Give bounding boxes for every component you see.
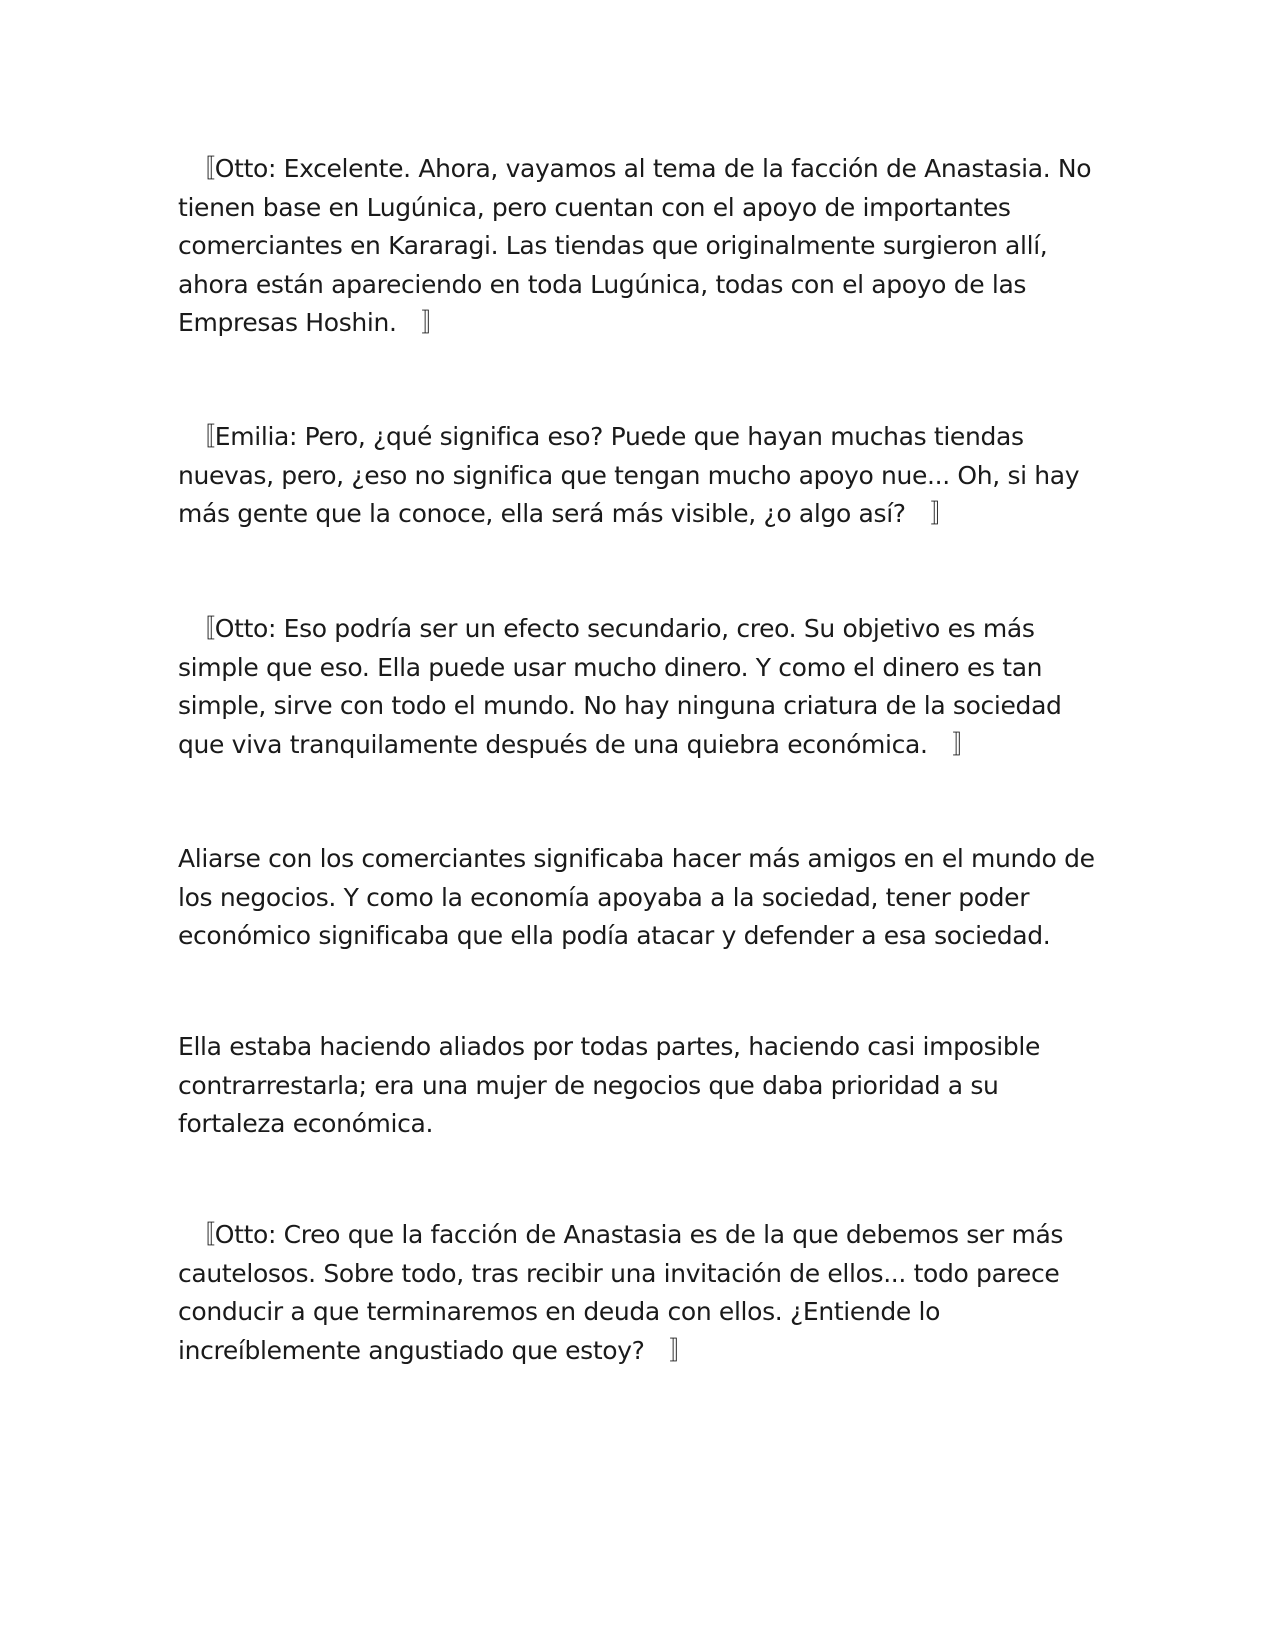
paragraph-emilia-question: 〚Emilia: Pero, ¿qué significa eso? Puede que hayan muchas tiendas nuevas, pero, ¿eso no significa que tengan mucho apoyo nue... Oh, si hay más gente que la conoce, ella será más visible, ¿o algo así? 〛 (178, 422, 1080, 528)
paragraph-narration-allies: Ella estaba haciendo aliados por todas partes, haciendo casi imposible contrarrestarla; era una mujer de negocios que daba prioridad a su fortaleza económica. (178, 1032, 1040, 1138)
paragraph-otto-anastasia-faction: 〚Otto: Excelente. Ahora, vayamos al tema de la facción de Anastasia. No tienen base en Lugúnica, pero cuentan con el apoyo de importantes comerciantes en Kararagi. Las tiendas que originalmente surgieron allí, ahora están apareciendo en toda Lugúnica, todas con el apoyo de las Empresas Hoshin. 〛 (178, 154, 1092, 337)
paragraph-otto-money: 〚Otto: Eso podría ser un efecto secundario, creo. Su objetivo es más simple que eso. Ella puede usar mucho dinero. Y como el dinero es tan simple, sirve con todo el mundo. No hay ninguna criatura de la sociedad que viva tranquilamente después de una quiebra económica. 〛 (178, 614, 1062, 759)
paragraph-otto-caution: 〚Otto: Creo que la facción de Anastasia es de la que debemos ser más cautelosos. Sobre todo, tras recibir una invitación de ellos... todo parece conducir a que terminaremos en deuda con ellos. ¿Entiende lo increíblemente angustiado que estoy? 〛 (178, 1220, 1064, 1365)
paragraph-narration-merchants: Aliarse con los comerciantes significaba hacer más amigos en el mundo de los negocios. Y como la economía apoyaba a la sociedad, tener poder económico significaba que ella podía atacar y defender a esa sociedad. (178, 844, 1095, 950)
